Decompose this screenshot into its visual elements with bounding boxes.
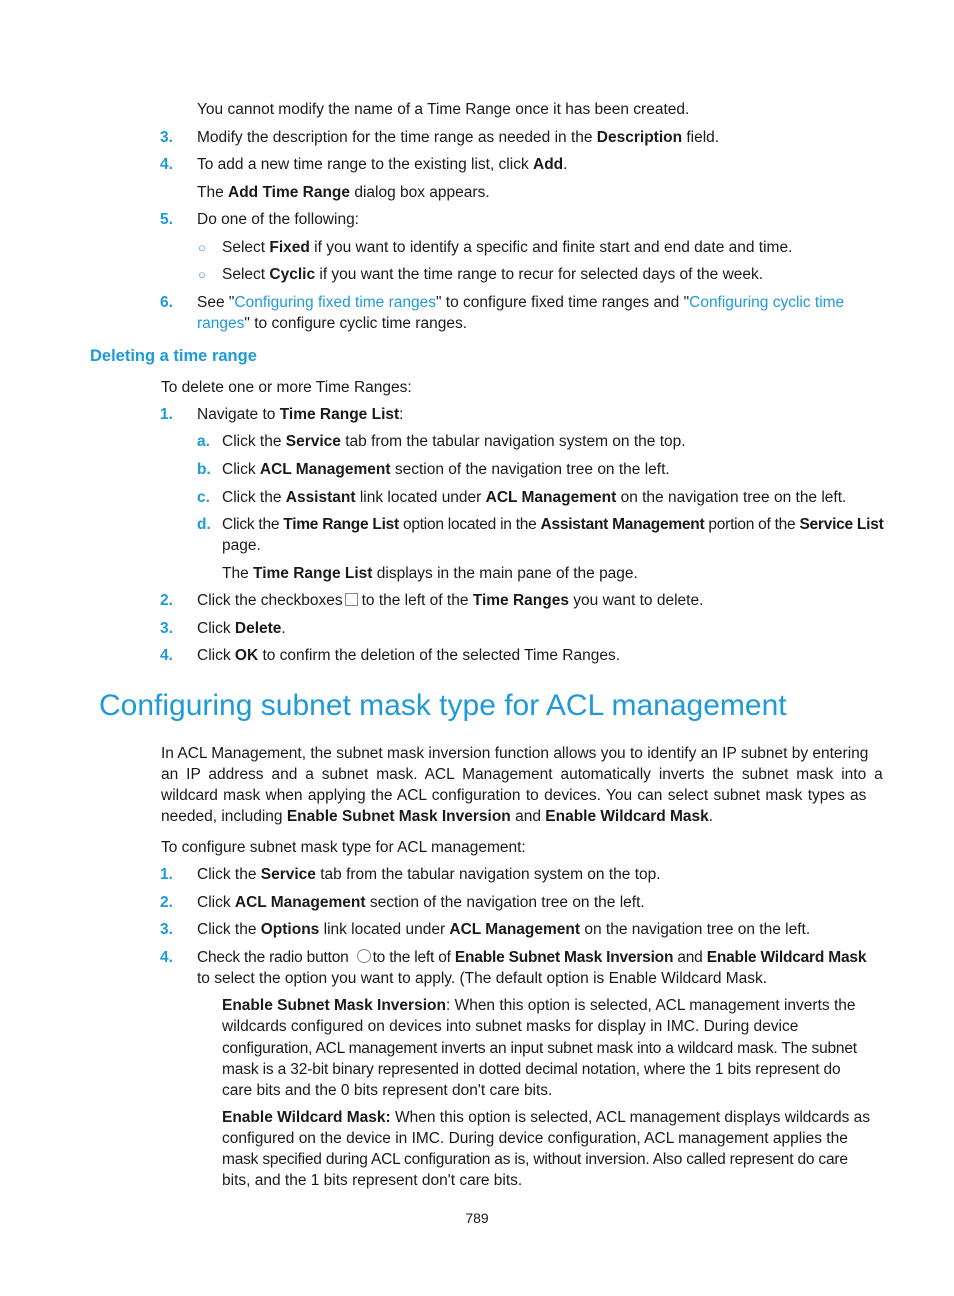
substep-assistant-link: Click the Assistant link located under ACL Management on the navigation tree on the left. — [222, 489, 847, 506]
step-navigate: Navigate to Time Range List: — [197, 406, 404, 423]
note-cannot-modify: You cannot modify the name of a Time Range once it has been created. — [197, 101, 690, 118]
step-see-links: See "Configuring fixed time ranges" to configure fixed time ranges and "Configuring cyclic time — [197, 294, 845, 311]
subnet-paragraph-line: wildcard mask when applying the ACL configuration to devices. You can select subnet mask types as — [161, 787, 867, 804]
step-number: 6. — [160, 294, 173, 311]
desc-subnet-inversion-line: configuration, ACL management inverts an input subnet mask into a wildcard mask. The subnet — [222, 1040, 857, 1057]
step-radio-button: Check the radio button to the left of Enable Subnet Mask Inversion and Enable Wildcard Mask — [197, 949, 867, 966]
substep-service-tab: Click the Service tab from the tabular navigation system on the top. — [222, 433, 686, 450]
subnet-paragraph-line: an IP address and a subnet mask. ACL Management automatically inverts the subnet mask into a — [161, 766, 883, 783]
substep-letter: c. — [197, 489, 210, 506]
bullet-circle-icon: ○ — [198, 267, 206, 282]
substep-letter: a. — [197, 433, 210, 450]
note-list-displays: The Time Range List displays in the main pane of the page. — [222, 565, 638, 582]
desc-subnet-inversion-line: wildcards configured on devices into subnet masks for display in IMC. During device — [222, 1018, 799, 1035]
note-dialog-appears: The Add Time Range dialog box appears. — [197, 184, 490, 201]
step-add-time-range: To add a new time range to the existing list, click Add. — [197, 156, 568, 173]
desc-wildcard-mask: Enable Wildcard Mask: When this option is selected, ACL management displays wildcards as — [222, 1109, 870, 1126]
step-acl-management: Click ACL Management section of the navigation tree on the left. — [197, 894, 645, 911]
substep-time-range-list-cont: page. — [222, 537, 261, 554]
subnet-intro: To configure subnet mask type for ACL management: — [161, 839, 526, 856]
desc-subnet-inversion: Enable Subnet Mask Inversion: When this option is selected, ACL management inverts the — [222, 997, 856, 1014]
step-options-link: Click the Options link located under ACL Management on the navigation tree on the left. — [197, 921, 811, 938]
checkbox-icon — [345, 593, 358, 606]
option-cyclic: Select Cyclic if you want the time range to recur for selected days of the week. — [222, 266, 764, 283]
link-configuring-fixed-time-ranges[interactable]: Configuring fixed time ranges — [234, 294, 436, 311]
step-number: 3. — [160, 620, 173, 637]
step-modify-description: Modify the description for the time range as needed in the Description field. — [197, 129, 720, 146]
step-number: 2. — [160, 592, 173, 609]
step-see-links-cont: ranges" to configure cyclic time ranges. — [197, 315, 467, 332]
step-number: 3. — [160, 921, 173, 938]
step-click-ok: Click OK to confirm the deletion of the selected Time Ranges. — [197, 647, 621, 664]
step-number: 1. — [160, 406, 173, 423]
step-number: 4. — [160, 647, 173, 664]
page-number: 789 — [465, 1210, 489, 1226]
link-configuring-cyclic-time-ranges-cont[interactable]: ranges — [197, 315, 245, 332]
bullet-circle-icon: ○ — [198, 240, 206, 255]
step-number: 4. — [160, 949, 173, 966]
step-number: 2. — [160, 894, 173, 911]
desc-wildcard-mask-line: configured on the device in IMC. During device configuration, ACL management applies the — [222, 1130, 848, 1147]
desc-subnet-inversion-line: mask is a 32-bit binary represented in dotted decimal notation, where the 1 bits represent do — [222, 1061, 841, 1078]
option-fixed: Select Fixed if you want to identify a specific and finite start and end date and time. — [222, 239, 793, 256]
step-number: 4. — [160, 156, 173, 173]
link-configuring-cyclic-time-ranges[interactable]: Configuring cyclic time — [689, 294, 845, 311]
radio-button-icon — [357, 949, 371, 963]
step-do-one: Do one of the following: — [197, 211, 359, 228]
substep-letter: d. — [197, 516, 211, 533]
step-click-checkboxes: Click the checkboxes to the left of the Time Ranges you want to delete. — [197, 592, 704, 609]
substep-time-range-list: Click the Time Range List option located in the Assistant Management portion of the Service List — [222, 516, 884, 533]
desc-wildcard-mask-line: mask specified during ACL configuration as is, without inversion. Also called represent do care — [222, 1151, 848, 1168]
substep-letter: b. — [197, 461, 211, 478]
section-title-subnet-mask: Configuring subnet mask type for ACL management — [99, 689, 787, 722]
step-click-delete: Click Delete. — [197, 620, 286, 637]
subnet-paragraph-line: needed, including Enable Subnet Mask Inversion and Enable Wildcard Mask. — [161, 808, 714, 825]
section-heading-deleting: Deleting a time range — [90, 347, 257, 365]
step-service-tab: Click the Service tab from the tabular navigation system on the top. — [197, 866, 661, 883]
step-number: 3. — [160, 129, 173, 146]
step-radio-button-cont: to select the option you want to apply. (The default option is Enable Wildcard Mask. — [197, 970, 768, 987]
step-number: 5. — [160, 211, 173, 228]
step-number: 1. — [160, 866, 173, 883]
desc-wildcard-mask-line: bits, and the 1 bits represent don't care bits. — [222, 1172, 523, 1189]
subnet-paragraph-line: In ACL Management, the subnet mask inversion function allows you to identify an IP subnet by entering — [161, 745, 869, 762]
substep-acl-management: Click ACL Management section of the navigation tree on the left. — [222, 461, 670, 478]
deleting-intro: To delete one or more Time Ranges: — [161, 379, 412, 396]
desc-subnet-inversion-line: care bits and the 0 bits represent don't care bits. — [222, 1082, 553, 1099]
